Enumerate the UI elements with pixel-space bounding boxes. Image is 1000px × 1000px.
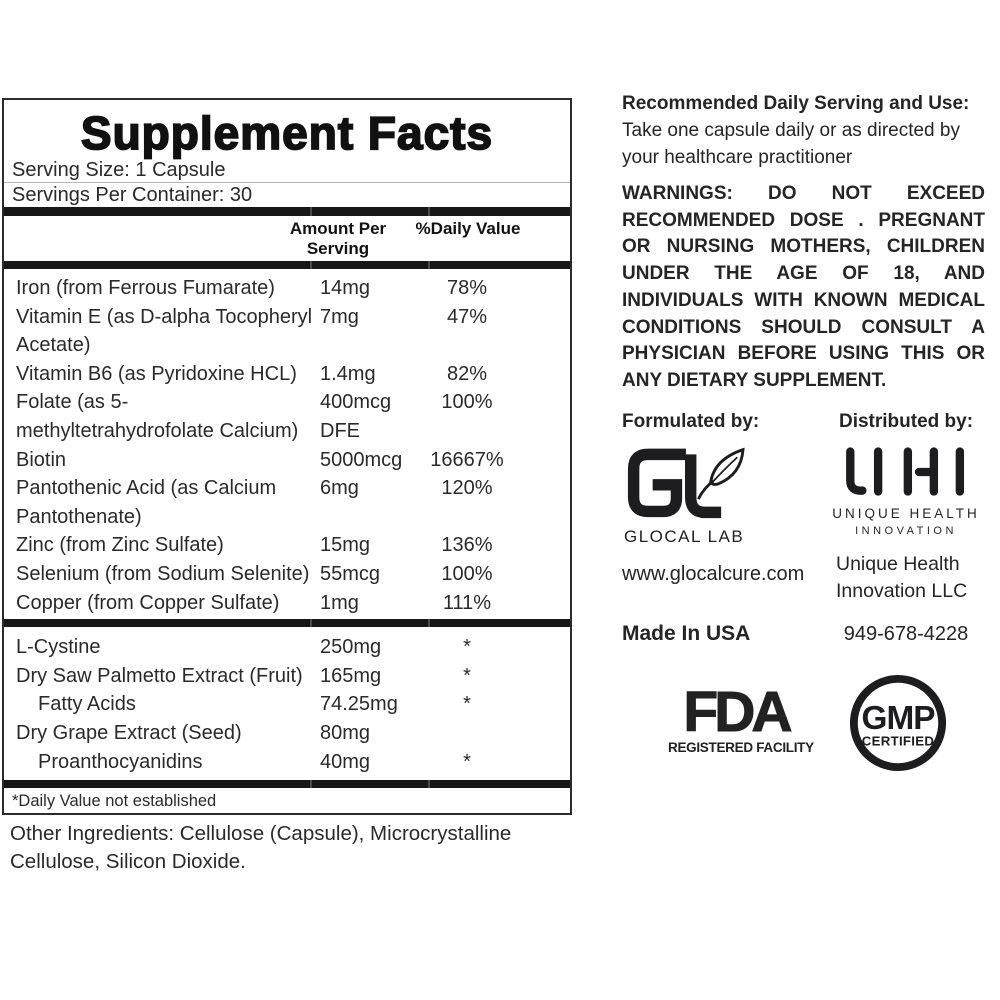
uhi-name-line2: INNOVATION: [855, 525, 957, 537]
distributed-by-column: [827, 410, 985, 646]
nutrient-name: Fatty Acids: [38, 693, 136, 716]
nutrient-amount: 400mcg DFE: [320, 391, 392, 442]
recommended-use-body: Take one capsule daily or as directed by your healthcare practitioner: [622, 120, 960, 168]
fda-subtext: REGISTERED FACILITY: [668, 740, 814, 755]
nutrient-amount: 80mg: [320, 721, 371, 744]
nutrient-daily-value: 82%: [446, 362, 488, 385]
nutrient-name: Proanthocyanidins: [38, 750, 203, 773]
svg-text:CERTIFIED: CERTIFIED: [861, 733, 935, 749]
serving-size: Serving Size: 1 Capsule: [4, 158, 570, 183]
nutrient-amount: 5000mcg: [320, 448, 403, 471]
formulated-by-label: Formulated by:: [622, 411, 760, 432]
nutrient-daily-value: *: [463, 693, 471, 716]
gmp-badge-icon: [847, 672, 949, 779]
table-row: [8, 531, 570, 560]
table-row: [8, 303, 570, 360]
uhi-name-line1: UNIQUE HEALTH: [832, 506, 980, 521]
nutrient-rows-main: [4, 269, 570, 619]
nutrient-name: Selenium (from Sodium Selenite): [16, 562, 310, 585]
nutrient-name: Dry Saw Palmetto Extract (Fruit): [16, 664, 303, 687]
recommended-use-block: [622, 90, 985, 171]
phone-number: 949-678-4228: [843, 623, 969, 645]
website-url: www.glocalcure.com: [622, 563, 805, 585]
nutrient-daily-value: *: [463, 636, 471, 659]
nutrient-daily-value: 78%: [446, 277, 488, 299]
fda-badge-icon: [668, 680, 814, 755]
nutrient-daily-value: 120%: [441, 477, 493, 500]
gl-monogram-icon: [634, 454, 686, 511]
uhi-monogram-icon: [850, 452, 960, 492]
servings-per-container: Servings Per Container: 30: [12, 184, 253, 206]
nutrient-amount: 165mg: [320, 664, 382, 687]
nutrient-name: Biotin: [16, 448, 67, 471]
other-ingredients: Other Ingredients: Cellulose (Capsule), Microcrystalline Cellulose, Silicon Dioxide.: [10, 822, 512, 873]
nutrient-name: Pantothenic Acid (as Calcium Pantothenate): [16, 477, 277, 528]
nutrient-daily-value: 16667%: [430, 448, 504, 471]
table-row: [8, 589, 570, 618]
nutrient-amount: 15mg: [320, 534, 371, 557]
header-spacer: [8, 219, 278, 259]
warnings-text: WARNINGS: DO NOT EXCEED RECOMMENDED DOSE . PREGNANT OR NURSING MOTHERS, CHILDREN UNDER THE AGE OF 18, AND INDIVIDUALS WITH KNOWN MEDICAL CONDITIONS SHOULD CONSULT A PHYSICIAN BEFORE USING THIS OR ANY DIETARY SUPPLEMENT.: [622, 183, 985, 391]
nutrient-amount: 74.25mg: [320, 693, 398, 716]
table-header: [4, 216, 570, 261]
nutrient-amount: 250mg: [320, 636, 382, 659]
nutrient-daily-value: 111%: [442, 591, 492, 614]
table-row: [8, 560, 570, 589]
header-amount: Amount Per Serving: [289, 219, 387, 258]
nutrient-daily-value: 47%: [446, 305, 488, 328]
made-in-usa: Made In USA: [622, 622, 751, 645]
divider-bar: [4, 261, 570, 269]
nutrient-amount: 55mcg: [320, 562, 381, 585]
divider-bar: [4, 619, 570, 627]
table-row: [8, 748, 570, 777]
nutrient-amount: 1mg: [320, 591, 359, 614]
header-daily-value: %Daily Value: [415, 219, 521, 238]
glocal-lab-name: GLOCAL LAB: [624, 527, 745, 546]
nutrient-daily-value: *: [463, 750, 471, 773]
table-row: [8, 662, 570, 691]
nutrient-daily-value: 100%: [441, 391, 493, 414]
nutrient-daily-value: [408, 719, 526, 748]
nutrient-name: Zinc (from Zinc Sulfate): [16, 534, 224, 557]
nutrient-amount: 6mg: [320, 477, 359, 500]
nutrient-name: Folate (as 5-methyltetrahydrofolate Calcium): [16, 391, 299, 442]
uhi-logo: [837, 446, 975, 503]
nutrient-amount: 1.4mg: [320, 362, 376, 385]
nutrient-daily-value: *: [463, 664, 471, 687]
nutrient-name: Copper (from Copper Sulfate): [16, 591, 280, 614]
leaf-icon: [698, 450, 743, 499]
table-row: [8, 360, 570, 389]
table-row: [8, 633, 570, 662]
svg-text:GMP: GMP: [861, 699, 935, 737]
panel-title: Supplement Facts: [80, 107, 494, 159]
glocal-lab-logo: [622, 442, 748, 525]
nutrient-name: Vitamin E (as D-alpha Tocopheryl Acetate): [16, 305, 313, 357]
nutrient-amount: 14mg: [320, 277, 371, 299]
nutrient-amount: 40mg: [320, 750, 371, 773]
divider-bar: [4, 207, 570, 216]
nutrient-name: Dry Grape Extract (Seed): [16, 721, 242, 744]
nutrient-name: Iron (from Ferrous Fumarate): [16, 277, 275, 299]
table-row: [8, 690, 570, 719]
nutrient-rows-other: [4, 627, 570, 780]
table-row: [8, 474, 570, 531]
daily-value-footnote: *Daily Value not established: [12, 792, 217, 811]
table-row: [8, 388, 570, 445]
fda-text: FDA: [683, 680, 789, 744]
distributor-name: Unique Health Innovation LLC: [836, 553, 968, 602]
nutrient-daily-value: 136%: [441, 534, 493, 557]
certification-badges: [622, 672, 985, 779]
nutrient-amount: 7mg: [320, 305, 359, 328]
table-row: [8, 719, 570, 748]
nutrient-name: L-Cystine: [16, 636, 101, 659]
supplement-facts-panel: [2, 98, 572, 815]
distributed-by-label: Distributed by:: [838, 411, 974, 432]
brands-section: [622, 410, 985, 646]
nutrient-daily-value: 100%: [441, 562, 493, 585]
table-row: [8, 446, 570, 475]
divider-bar: [4, 780, 570, 788]
nutrient-name: Vitamin B6 (as Pyridoxine HCL): [16, 362, 297, 385]
formulated-by-column: [622, 410, 812, 646]
table-row: [8, 274, 570, 303]
recommended-use-title: Recommended Daily Serving and Use:: [622, 93, 970, 114]
